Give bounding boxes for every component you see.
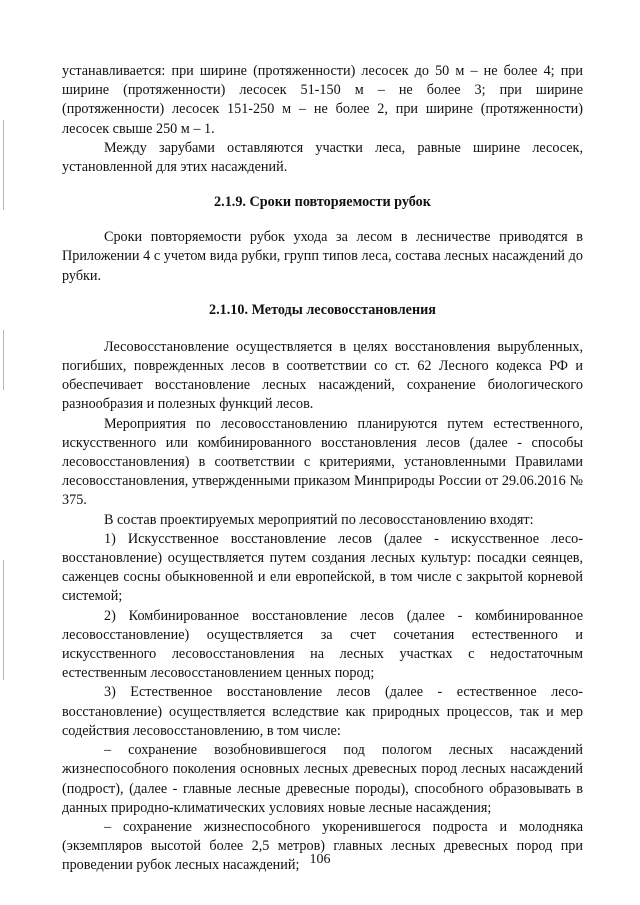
list-item-combined: 2) Комбинированное восстановление лесов (далее - комбинированное лесовосстановление) осуществляется за счет сочетания естественного и искусственного лесовосстановления на лесных участках с недостаточным естественным лесовосстановлением ценных пород;	[62, 607, 583, 682]
paragraph-planned-measures: В состав проектируемых мероприятий по лесовосстановлению входят:	[104, 511, 534, 528]
page-number: 106	[309, 852, 331, 867]
list-item-natural: 3) Естественное восстановление лесов (далее - естественное лесо-восстановление) осуществляется вследствие как природных процессов, так и мер содействия лесовосстановлению, в том числе:	[62, 684, 583, 739]
paragraph-reforestation-methods: Мероприятия по лесовосстановлению планируются путем естественного, искусственного или комбинированного восстановления лесов (далее - способы лесовосстановления) в соответствии с критериями, установленными Правилами лесовосстановления, утвержденными приказом Минприроды России от 29.06.2016 № 375.	[62, 415, 583, 509]
scan-edge-mark	[3, 120, 4, 210]
list-item-preserve-undergrowth: – сохранение возобновившегося под пологом лесных насаждений жизнеспособного поколения основных лесных древесных пород лесных насаждений (подрост), (далее - главные лесные древесные породы), способного образовывать в данных природно-климатических условиях новые лесные насаждения;	[62, 742, 583, 816]
scan-edge-mark	[3, 560, 4, 680]
document-page	[62, 62, 583, 876]
paragraph-repeat-periods: Сроки повторяемости рубок ухода за лесом в лесничестве приводятся в Приложении 4 с учетом вида рубки, групп типов леса, состава лесных насаждений до рубки.	[62, 229, 583, 284]
list-item-preserve-young-growth: – сохранение жизнеспособного укоренившегося подроста и молодняка (экземпляров высотой более 2,5 метров) главных лесных древесных пород при проведении рубок лесных насаждений;	[62, 818, 583, 874]
scan-edge-mark	[3, 330, 4, 390]
section-heading-2-1-10: 2.1.10. Методы лесовосстановления	[209, 301, 436, 318]
paragraph-reforestation-purpose: Лесовосстановление осуществляется в целях восстановления вырубленных, погибших, поврежденных лесов в соответствии со ст. 62 Лесного кодекса РФ и обеспечивает восстановление лесных насаждений, сохранение биологического разнообразия и полезных функций лесов.	[62, 338, 583, 413]
list-item-artificial: 1) Искусственное восстановление лесов (далее - искусственное лесо-восстановление) осуществляется путем создания лесных культур: посадки сеянцев, саженцев сосны обыкновенной и ели европейской, в том числе с закрытой корневой системой;	[62, 530, 583, 605]
paragraph-cut-width: устанавливается: при ширине (протяженности) лесосек до 50 м – не более 4; при ширине (протяженности) лесосек 51-150 м – не более 3; при ширине (протяженности) лесосек 151-250 м – не более 2, при ширине (протяженности) лесосек свыше 250 м – 1.	[62, 63, 583, 137]
paragraph-strips: Между зарубами оставляются участки леса, равные ширине лесосек, установленной для этих насаждений.	[62, 139, 583, 176]
section-heading-2-1-9: 2.1.9. Сроки повторяемости рубок	[214, 194, 431, 211]
